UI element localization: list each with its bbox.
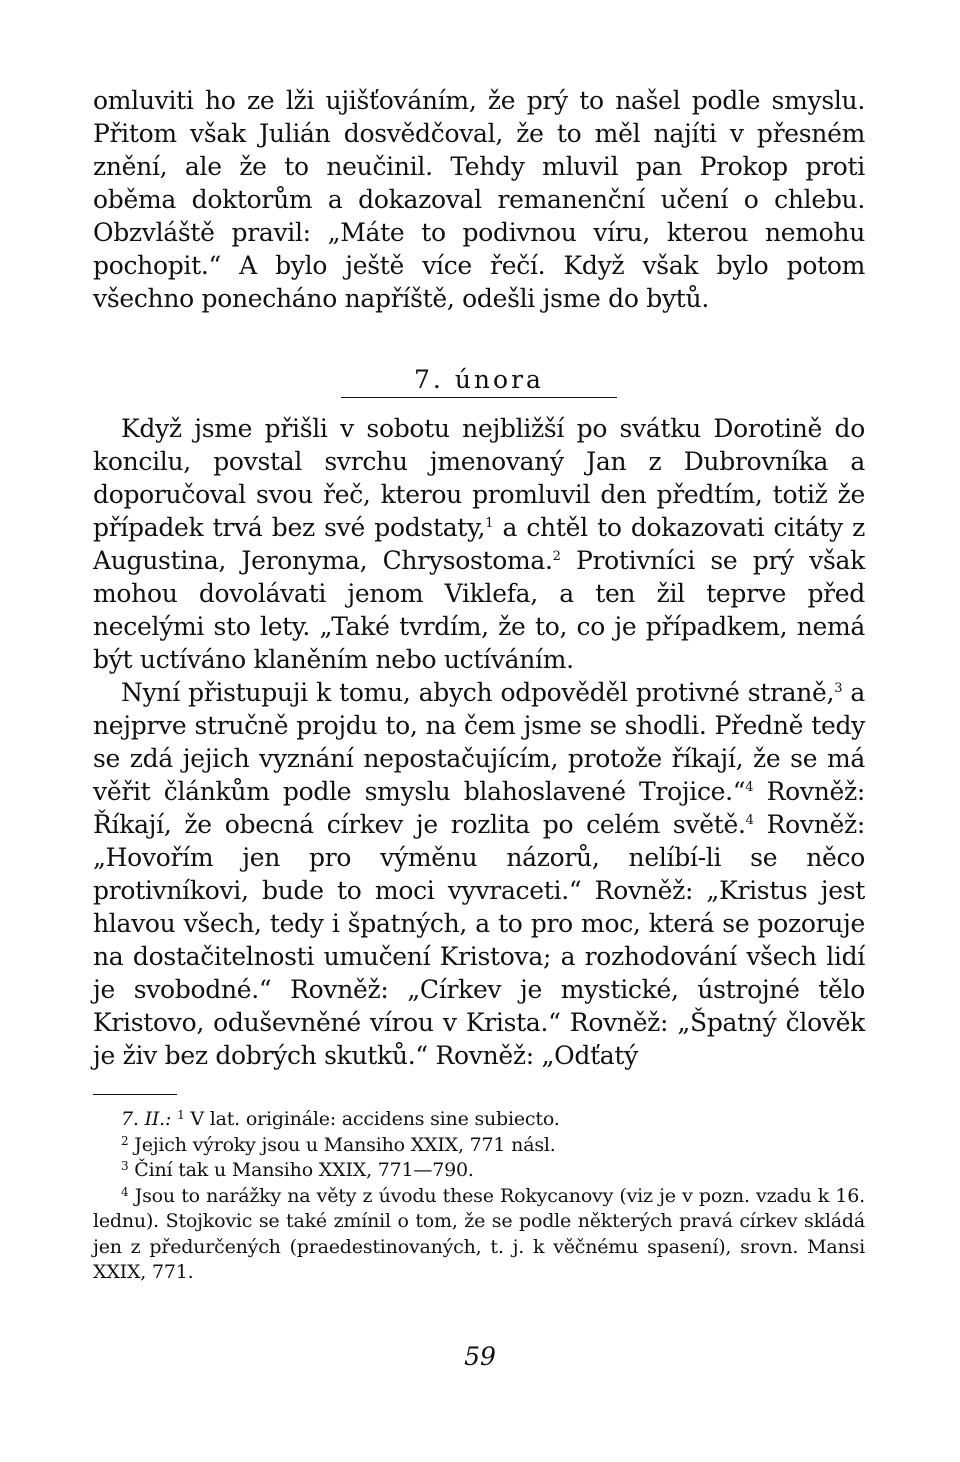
footnote-1-text: V lat. originále: accidens sine subiecto. — [184, 1108, 560, 1130]
footnote-ref-1: 1 — [485, 516, 494, 531]
paragraph-2-part-c: Protivníci se prý však mohou dovolávati jenom Viklefa, a ten žil teprve před necelými sto lety. „Také tvrdím, že to, co je případkem, nemá být uctíváno klaněním nebo uctíváním. — [93, 546, 865, 674]
footnote-2-mark: 2 — [121, 1133, 129, 1148]
paragraph-3-part-a: Nyní přistupuji k tomu, abych odpověděl protivné straně, — [121, 678, 835, 707]
paragraph-2-part-a: Když jsme přišli v sobotu nejbližší po svátku Dorotině do koncilu, povstal svrchu jmenovaný Jan z Dubrovníka a doporučoval svou řeč, kterou promluvil den předtím, totiž že případek trvá bez své podstaty, — [93, 414, 865, 542]
footnote-3-mark: 3 — [121, 1159, 129, 1173]
paragraph-1: omluviti ho ze lži ujišťováním, že prý to našel podle smyslu. Přitom však Julián dosvědčoval, že to měl najíti v přesném znění, ale že to neučinil. Tehdy mluvil pan Prokop proti oběma doktorům a dokazoval remanenční učení o chlebu. Obzvláště pravil: „Máte to podivnou víru, kterou nemohu pochopit.“ A bylo ještě více řečí. Když však bylo potom všechno ponecháno napříště, odešli jsme do bytů. — [93, 86, 865, 313]
footnote-1 — [93, 1107, 865, 1133]
footnotes — [93, 1107, 865, 1286]
paragraph-3 — [93, 676, 865, 1072]
paragraph-2 — [93, 412, 865, 676]
footnote-ref-4a: 4 — [745, 780, 754, 795]
footnote-3-text: Činí tak u Mansiho XXIX, 771—790. — [128, 1159, 474, 1181]
paragraph-3-part-d: Rovněž: „Hovořím jen pro výměnu názorů, nelíbí-li se něco protivníkovi, bude to moci vyvraceti.“ Rovněž: „Kristus jest hlavou všech, tedy i špatných, a to pro moc, která se pozoruje na dostačitelnosti umučení Kristova; a rozhodování všech lidí je svobodné.“ Rovněž: „Církev je mystické, ústrojné tělo Kristovo, oduševněné vírou v Krista.“ Rovněž: „Špatný člověk je živ bez dobrých skutků.“ Rovněž: „Odťatý — [93, 810, 865, 1070]
footnote-ref-3: 3 — [834, 681, 843, 696]
section-heading: 7. února — [414, 365, 544, 394]
footnote-rule — [93, 1094, 177, 1095]
page — [93, 84, 865, 1286]
footnote-4 — [93, 1184, 865, 1286]
footnote-2 — [93, 1133, 865, 1159]
footnote-1-mark: 1 — [177, 1108, 185, 1122]
footnote-3 — [93, 1158, 865, 1184]
heading-rule — [341, 397, 617, 398]
footnote-4-mark: 4 — [121, 1184, 129, 1199]
paragraph-2-part-b: a chtěl to dokazovati citáty z Augustina, Jeronyma, Chrysostoma. — [93, 513, 865, 575]
footnote-ref-4b: 4 — [745, 813, 754, 828]
paragraph-3-part-c: Rovněž: Říkají, že obecná církev je rozlita po celém světě. — [93, 777, 865, 839]
footnote-4-text: Jsou to narážky na věty z úvodu these Rokycanovy (viz je v pozn. vzadu k 16. lednu). Stojkovic se také zmínil o tom, že se podle některých pravá církev skládá jen z předurčených (praedestinovaných, t. j. k věčnému spasení), srovn. Mansi XXIX, 771. — [93, 1184, 865, 1283]
footnote-2-text: Jejich výroky jsou u Mansiho XXIX, 771 násl. — [128, 1133, 556, 1156]
page-number: 59 — [464, 1342, 496, 1371]
paragraph-3-part-b: a nejprve stručně projdu to, na čem jsme se shodli. Předně tedy se zdá jejich vyznání nepostačujícím, protože říkají, že se má věřit článkům podle smyslu blahoslavené Trojice.“ — [93, 678, 865, 806]
footnote-ref-2: 2 — [552, 549, 561, 564]
main-text — [93, 84, 865, 1072]
footnote-lead: 7. II.: — [121, 1108, 172, 1130]
